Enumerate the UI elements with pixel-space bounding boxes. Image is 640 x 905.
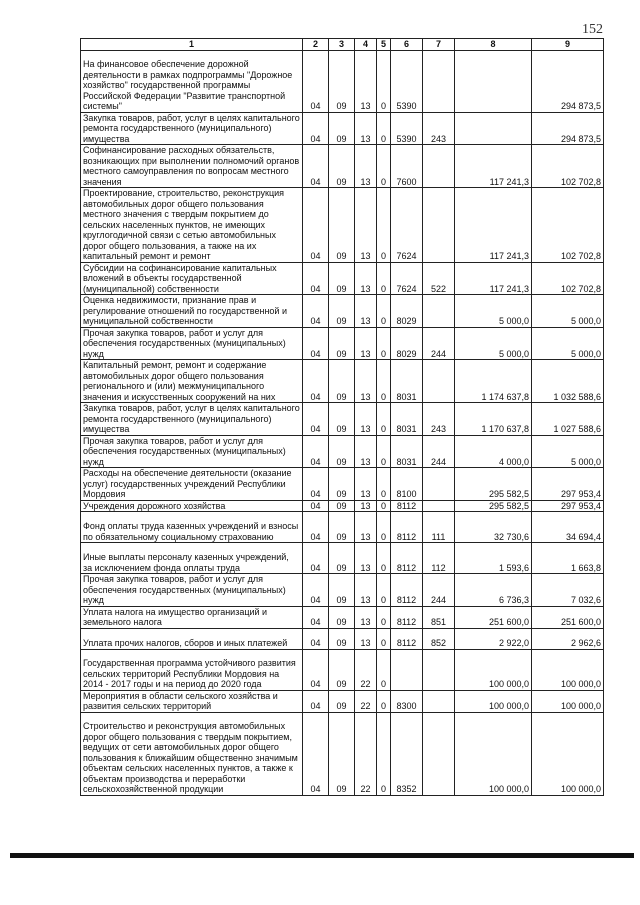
row-description: Оценка недвижимости, признание прав и регулирование отношений по государственной и муниципальной собственности [81, 295, 303, 328]
cell-code-4: 13 [355, 574, 377, 607]
cell-code-3: 09 [329, 435, 355, 468]
table-row [81, 574, 604, 607]
cell-code-7: 522 [423, 262, 455, 295]
row-description: Капитальный ремонт, ремонт и содержание автомобильных дорог общего пользования регионального и (или) межмуниципального значения и искусственных сооружений на них [81, 360, 303, 403]
cell-amount-8: 117 241,3 [455, 145, 532, 188]
cell-code-6: 8112 [391, 574, 423, 607]
cell-code-2: 04 [303, 606, 329, 628]
cell-code-3: 09 [329, 628, 355, 649]
cell-code-2: 04 [303, 435, 329, 468]
column-header: 7 [423, 39, 455, 51]
cell-code-4: 22 [355, 690, 377, 712]
cell-amount-9: 7 032,6 [532, 574, 604, 607]
cell-code-3: 09 [329, 360, 355, 403]
cell-code-3: 09 [329, 606, 355, 628]
cell-code-2: 04 [303, 50, 329, 112]
cell-amount-9: 102 702,8 [532, 145, 604, 188]
page-number: 152 [582, 22, 603, 37]
row-description: Уплата налога на имущество организаций и земельного налога [81, 606, 303, 628]
cell-code-5: 0 [377, 606, 391, 628]
table-row [81, 327, 604, 360]
cell-code-6: 7624 [391, 188, 423, 263]
cell-amount-9: 100 000,0 [532, 649, 604, 690]
cell-code-7: 243 [423, 403, 455, 436]
cell-code-2: 04 [303, 188, 329, 263]
cell-code-3: 09 [329, 327, 355, 360]
cell-amount-8: 295 582,5 [455, 500, 532, 512]
cell-amount-8: 251 600,0 [455, 606, 532, 628]
row-description: Фонд оплаты труда казенных учреждений и взносы по обязательному социальному страхованию [81, 512, 303, 543]
cell-amount-9: 1 663,8 [532, 543, 604, 574]
cell-code-5: 0 [377, 649, 391, 690]
cell-amount-8: 6 736,3 [455, 574, 532, 607]
cell-code-5: 0 [377, 112, 391, 145]
row-description: Учреждения дорожного хозяйства [81, 500, 303, 512]
table-row [81, 606, 604, 628]
cell-code-6: 8352 [391, 712, 423, 795]
row-description: Государственная программа устойчивого развития сельских территорий Республики Мордовия на 2014 - 2017 годы и на период до 2020 года [81, 649, 303, 690]
table-row [81, 712, 604, 795]
cell-code-7 [423, 188, 455, 263]
cell-code-3: 09 [329, 512, 355, 543]
cell-code-5: 0 [377, 327, 391, 360]
column-header: 9 [532, 39, 604, 51]
cell-code-4: 13 [355, 327, 377, 360]
cell-code-5: 0 [377, 145, 391, 188]
cell-code-7 [423, 649, 455, 690]
cell-code-3: 09 [329, 649, 355, 690]
cell-amount-9: 102 702,8 [532, 262, 604, 295]
cell-code-2: 04 [303, 712, 329, 795]
cell-code-5: 0 [377, 543, 391, 574]
cell-amount-8: 100 000,0 [455, 712, 532, 795]
cell-code-5: 0 [377, 468, 391, 501]
cell-code-4: 13 [355, 145, 377, 188]
cell-code-6: 8112 [391, 606, 423, 628]
table-row [81, 435, 604, 468]
cell-amount-8: 1 593,6 [455, 543, 532, 574]
cell-amount-8: 5 000,0 [455, 327, 532, 360]
cell-amount-8: 295 582,5 [455, 468, 532, 501]
table-body [81, 50, 604, 795]
cell-code-2: 04 [303, 262, 329, 295]
cell-amount-9: 5 000,0 [532, 435, 604, 468]
cell-code-3: 09 [329, 295, 355, 328]
cell-code-7 [423, 500, 455, 512]
cell-amount-9: 297 953,4 [532, 468, 604, 501]
cell-amount-8: 4 000,0 [455, 435, 532, 468]
row-description: Прочая закупка товаров, работ и услуг для обеспечения государственных (муниципальных) нужд [81, 327, 303, 360]
cell-code-3: 09 [329, 50, 355, 112]
cell-code-7 [423, 295, 455, 328]
cell-code-4: 13 [355, 360, 377, 403]
table-row [81, 500, 604, 512]
cell-code-5: 0 [377, 628, 391, 649]
column-header: 1 [81, 39, 303, 51]
cell-code-3: 09 [329, 574, 355, 607]
cell-code-3: 09 [329, 112, 355, 145]
cell-code-6: 8031 [391, 360, 423, 403]
cell-code-6 [391, 649, 423, 690]
row-description: Субсидии на софинансирование капитальных вложений в объекты государственной (муниципальной) собственности [81, 262, 303, 295]
cell-code-5: 0 [377, 712, 391, 795]
table-row [81, 50, 604, 112]
cell-code-5: 0 [377, 295, 391, 328]
cell-code-7 [423, 360, 455, 403]
cell-code-5: 0 [377, 188, 391, 263]
table-row [81, 112, 604, 145]
row-description: Расходы на обеспечение деятельности (оказание услуг) государственных учреждений Республики Мордовия [81, 468, 303, 501]
row-description: На финансовое обеспечение дорожной деятельности в рамках подпрограммы "Дорожное хозяйство" государственной программы Российской Федерации "Развитие транспортной системы" [81, 50, 303, 112]
row-description: Строительство и реконструкция автомобильных дорог общего пользования с твердым покрытием, ведущих от сети автомобильных дорог общего пользования к ближайшим общественно значимым объектам сельских населенных пунктов, а также к объектам производства и переработки сельскохозяйственной продукции [81, 712, 303, 795]
cell-code-4: 13 [355, 435, 377, 468]
cell-code-2: 04 [303, 327, 329, 360]
cell-code-3: 09 [329, 262, 355, 295]
column-header: 6 [391, 39, 423, 51]
cell-code-7: 243 [423, 112, 455, 145]
cell-code-5: 0 [377, 574, 391, 607]
cell-code-5: 0 [377, 500, 391, 512]
cell-code-6: 8031 [391, 403, 423, 436]
cell-code-4: 13 [355, 403, 377, 436]
cell-amount-9: 100 000,0 [532, 690, 604, 712]
cell-code-6: 8029 [391, 327, 423, 360]
cell-code-7: 111 [423, 512, 455, 543]
cell-code-6: 8300 [391, 690, 423, 712]
cell-amount-9: 297 953,4 [532, 500, 604, 512]
cell-code-4: 13 [355, 188, 377, 263]
cell-amount-9: 294 873,5 [532, 50, 604, 112]
cell-code-6: 7624 [391, 262, 423, 295]
cell-code-7: 851 [423, 606, 455, 628]
cell-code-6: 8100 [391, 468, 423, 501]
column-header: 8 [455, 39, 532, 51]
cell-amount-8: 2 922,0 [455, 628, 532, 649]
cell-amount-8: 100 000,0 [455, 649, 532, 690]
cell-code-4: 22 [355, 649, 377, 690]
cell-code-2: 04 [303, 649, 329, 690]
cell-code-2: 04 [303, 145, 329, 188]
page-bottom-rule [10, 853, 634, 858]
row-description: Мероприятия в области сельского хозяйства и развития сельских территорий [81, 690, 303, 712]
cell-amount-8 [455, 50, 532, 112]
column-header: 5 [377, 39, 391, 51]
cell-amount-8: 1 174 637,8 [455, 360, 532, 403]
column-header: 2 [303, 39, 329, 51]
cell-code-5: 0 [377, 435, 391, 468]
cell-code-2: 04 [303, 500, 329, 512]
table-row [81, 628, 604, 649]
cell-code-7: 112 [423, 543, 455, 574]
cell-code-7 [423, 690, 455, 712]
cell-code-2: 04 [303, 512, 329, 543]
cell-code-2: 04 [303, 574, 329, 607]
cell-amount-8: 100 000,0 [455, 690, 532, 712]
table-header-row [81, 39, 604, 51]
table-row [81, 649, 604, 690]
cell-code-6: 8112 [391, 543, 423, 574]
row-description: Софинансирование расходных обязательств, возникающих при выполнении полномочий органов местного самоуправления по вопросам местного значения [81, 145, 303, 188]
cell-code-7: 244 [423, 574, 455, 607]
cell-amount-9: 102 702,8 [532, 188, 604, 263]
row-description: Закупка товаров, работ, услуг в целях капитального ремонта государственного (муниципального) имущества [81, 112, 303, 145]
cell-code-7 [423, 712, 455, 795]
cell-code-2: 04 [303, 360, 329, 403]
cell-code-3: 09 [329, 712, 355, 795]
cell-amount-9: 251 600,0 [532, 606, 604, 628]
cell-code-3: 09 [329, 500, 355, 512]
cell-amount-9: 2 962,6 [532, 628, 604, 649]
cell-code-5: 0 [377, 360, 391, 403]
cell-amount-8: 5 000,0 [455, 295, 532, 328]
cell-code-5: 0 [377, 690, 391, 712]
cell-code-4: 13 [355, 468, 377, 501]
cell-amount-9: 100 000,0 [532, 712, 604, 795]
cell-code-2: 04 [303, 468, 329, 501]
cell-code-4: 13 [355, 112, 377, 145]
cell-amount-8: 117 241,3 [455, 188, 532, 263]
row-description: Закупка товаров, работ, услуг в целях капитального ремонта государственного (муниципального) имущества [81, 403, 303, 436]
table-row [81, 188, 604, 263]
table-row [81, 360, 604, 403]
row-description: Проектирование, строительство, реконструкция автомобильных дорог общего пользования местного значения с твердым покрытием до сельских населенных пунктов, не имеющих круглогодичной связи с сетью автомобильных дорог общего пользования, а также на их капитальный ремонт и ремонт [81, 188, 303, 263]
cell-code-4: 13 [355, 628, 377, 649]
cell-code-6: 8112 [391, 628, 423, 649]
row-description: Иные выплаты персоналу казенных учреждений, за исключением фонда оплаты труда [81, 543, 303, 574]
cell-code-2: 04 [303, 690, 329, 712]
cell-code-5: 0 [377, 262, 391, 295]
column-header: 4 [355, 39, 377, 51]
cell-amount-8: 32 730,6 [455, 512, 532, 543]
cell-code-7: 852 [423, 628, 455, 649]
table-row [81, 403, 604, 436]
cell-amount-8 [455, 112, 532, 145]
cell-code-5: 0 [377, 50, 391, 112]
cell-code-7: 244 [423, 435, 455, 468]
cell-code-4: 13 [355, 512, 377, 543]
row-description: Уплата прочих налогов, сборов и иных платежей [81, 628, 303, 649]
row-description: Прочая закупка товаров, работ и услуг для обеспечения государственных (муниципальных) нужд [81, 435, 303, 468]
table-row [81, 262, 604, 295]
table-row [81, 690, 604, 712]
table-row [81, 145, 604, 188]
column-header: 3 [329, 39, 355, 51]
cell-code-3: 09 [329, 468, 355, 501]
cell-code-6: 8031 [391, 435, 423, 468]
cell-code-7 [423, 50, 455, 112]
cell-code-7 [423, 145, 455, 188]
cell-code-4: 13 [355, 295, 377, 328]
cell-code-6: 5390 [391, 112, 423, 145]
cell-code-2: 04 [303, 628, 329, 649]
cell-code-6: 8029 [391, 295, 423, 328]
budget-table [80, 38, 604, 796]
cell-code-3: 09 [329, 543, 355, 574]
cell-code-5: 0 [377, 403, 391, 436]
cell-amount-8: 117 241,3 [455, 262, 532, 295]
table-row [81, 543, 604, 574]
cell-code-4: 13 [355, 50, 377, 112]
cell-code-3: 09 [329, 188, 355, 263]
cell-code-2: 04 [303, 112, 329, 145]
cell-code-7: 244 [423, 327, 455, 360]
cell-code-6: 5390 [391, 50, 423, 112]
cell-code-6: 8112 [391, 512, 423, 543]
cell-code-6: 8112 [391, 500, 423, 512]
cell-amount-9: 5 000,0 [532, 327, 604, 360]
cell-amount-9: 34 694,4 [532, 512, 604, 543]
cell-amount-8: 1 170 637,8 [455, 403, 532, 436]
cell-code-3: 09 [329, 403, 355, 436]
cell-code-6: 7600 [391, 145, 423, 188]
row-description: Прочая закупка товаров, работ и услуг для обеспечения государственных (муниципальных) нужд [81, 574, 303, 607]
table-row [81, 468, 604, 501]
cell-code-7 [423, 468, 455, 501]
cell-code-2: 04 [303, 543, 329, 574]
cell-code-5: 0 [377, 512, 391, 543]
cell-code-3: 09 [329, 690, 355, 712]
cell-code-2: 04 [303, 295, 329, 328]
table-row [81, 295, 604, 328]
cell-code-4: 13 [355, 606, 377, 628]
cell-code-2: 04 [303, 403, 329, 436]
cell-code-4: 13 [355, 262, 377, 295]
cell-code-4: 13 [355, 543, 377, 574]
cell-code-4: 22 [355, 712, 377, 795]
cell-amount-9: 5 000,0 [532, 295, 604, 328]
cell-amount-9: 1 027 588,6 [532, 403, 604, 436]
cell-amount-9: 294 873,5 [532, 112, 604, 145]
cell-amount-9: 1 032 588,6 [532, 360, 604, 403]
table-row [81, 512, 604, 543]
cell-code-4: 13 [355, 500, 377, 512]
cell-code-3: 09 [329, 145, 355, 188]
